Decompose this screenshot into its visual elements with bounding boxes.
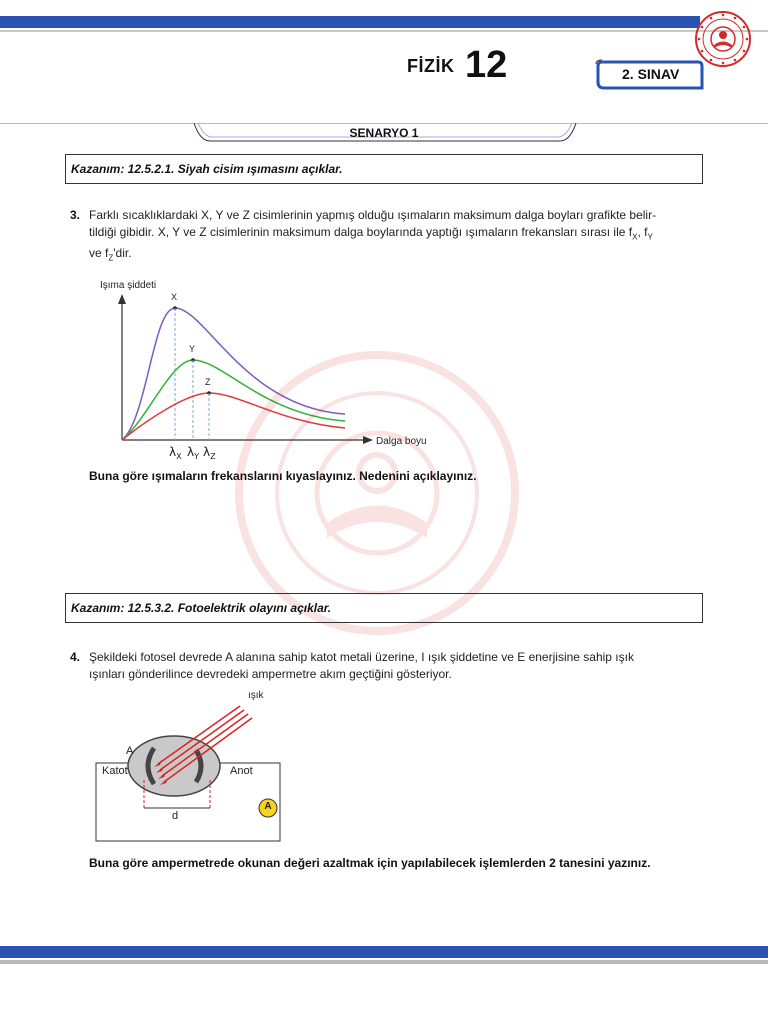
area-label: A <box>126 745 134 757</box>
q3-outcome-box: Kazanım: 12.5.2.1. Siyah cisim ışımasını açıklar. <box>65 154 703 184</box>
q3-number: 3. <box>70 208 81 222</box>
y-axis-label: Işıma şiddeti <box>100 280 157 291</box>
y-axis-arrow <box>118 294 126 304</box>
q3-line2: tildiği gibidir. X, Y ve Z cisimlerinin maksimum dalga boylarında yaptığı ışımaların frekansları sırası ile $f_X$, $f_Y$ <box>89 225 653 242</box>
series-z-lambda-label: $\lambda_Z$ <box>203 445 216 461</box>
series-x-lambda-label: $\lambda_X$ <box>169 445 182 461</box>
series-y-lambda-label: $\lambda_Y$ <box>187 445 199 461</box>
exam-label: 2. SINAV <box>622 66 680 82</box>
subject-title: FİZİK <box>407 56 455 76</box>
light-label: ışık <box>248 690 264 701</box>
series-z-label: Z <box>205 377 211 387</box>
header-bar-gray <box>0 30 768 32</box>
q4-number: 4. <box>70 650 81 664</box>
x-axis-label: Dalga boyu <box>376 436 427 447</box>
series-x-label: X <box>171 292 178 302</box>
footer-bar-gray <box>0 960 768 964</box>
cathode-label: Katot <box>102 765 128 777</box>
q3-line1: Farklı sıcaklıklardaki X, Y ve Z cisimlerinin yapmış olduğu ışımaların maksimum dalga boyları grafikte belir- <box>89 208 657 222</box>
ammeter-label: A <box>264 801 272 812</box>
anode-label: Anot <box>230 765 253 777</box>
q3-question: Buna göre ışımaların frekanslarını kıyaslayınız. Nedenini açıklayınız. <box>89 469 477 483</box>
grade-number: 12 <box>465 44 508 86</box>
q3-text <box>89 207 709 267</box>
q4-line1: Şekildeki fotosel devrede A alanına sahip katot metali üzerine, I ışık şiddetine ve E enerjisine sahip ışık <box>89 650 634 664</box>
q4-question: Buna göre ampermetrede okunan değeri azaltmak için yapılabilecek işlemlerden 2 tanesini yazınız. <box>89 856 651 870</box>
scenario-title: SENARYO 1 <box>349 126 419 140</box>
q4-text <box>89 649 709 683</box>
header-bar-blue <box>0 16 700 28</box>
distance-label: d <box>172 810 179 822</box>
q4-outcome-box: Kazanım: 12.5.3.2. Fotoelektrik olayını açıklar. <box>65 593 703 623</box>
series-y-label: Y <box>189 344 196 354</box>
q4-line2: ışınları gönderilince devredeki ampermetre akım geçtiğini gösteriyor. <box>89 667 452 681</box>
footer-bar-blue <box>0 946 768 958</box>
q3-line3: ve $f_Z'dir$. <box>89 246 132 263</box>
